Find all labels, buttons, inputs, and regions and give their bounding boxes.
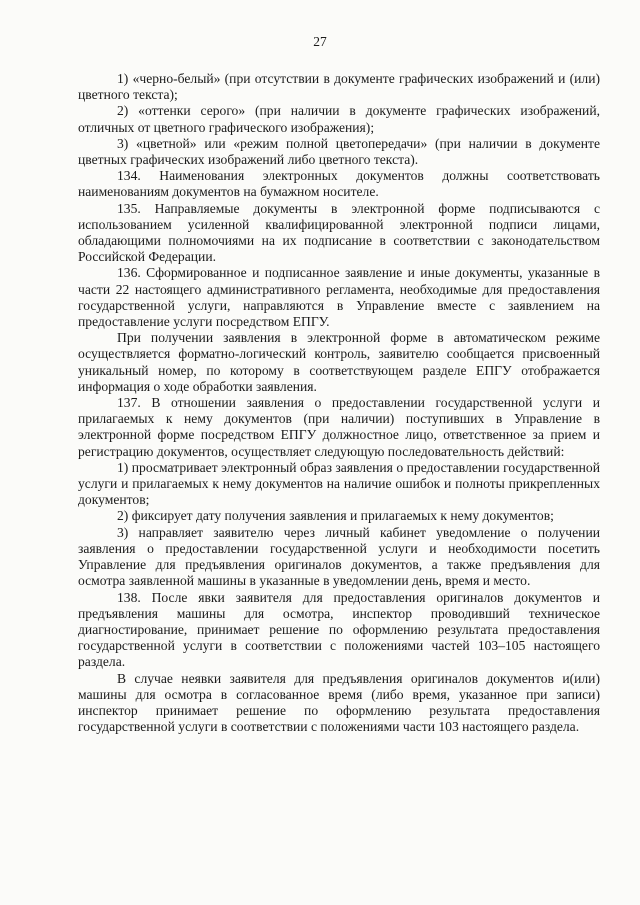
paragraph: В случае неявки заявителя для предъявления оригиналов документов и(или) машины для осмотра в согласованное время (либо время, указанное при записи) инспектор принимает решение по оформлению результата предоставления государственной услуги в соответствии с положениями части 103 настоящего раздела. (78, 670, 600, 735)
paragraph: 138. После явки заявителя для предоставления оригиналов документов и предъявления машины для осмотра, инспектор проводивший техническое диагностирование, принимает решение по оформлению результата предоставления государственной услуги в соответствии с положениями частей 103–105 настоящего раздела. (78, 589, 600, 670)
page-number: 27 (313, 34, 327, 49)
paragraph: 2) фиксирует дату получения заявления и прилагаемых к нему документов; (117, 508, 554, 524)
paragraph: 135. Направляемые документы в электронной форме подписываются с использованием усиленной квалифицированной электронной подписи лицами, обладающими полномочиями на их подписание в соответствии с законодательством Российской Федерации. (78, 200, 600, 265)
paragraph: 137. В отношении заявления о предоставлении государственной услуги и прилагаемых к нему документов (при наличии) поступивших в Управление в электронной форме посредством ЕПГУ должностное лицо, ответственное за прием и регистрацию документов, осуществляет следующую последовательность действий: (78, 395, 600, 459)
paragraph: 1) «черно-белый» (при отсутствии в документе графических изображений и (или) цветного текста); (78, 71, 600, 103)
paragraph: 3) «цветной» или «режим полной цветопередачи» (при наличии в документе цветных графических изображений либо цветного текста). (78, 135, 600, 168)
paragraph: 1) просматривает электронный образ заявления о предоставлении государственной услуги и прилагаемых к нему документов на наличие ошибок и полноты прикрепленных документов; (78, 459, 600, 508)
paragraph: 2) «оттенки серого» (при наличии в документе графических изображений, отличных от цветного графического изображения); (78, 103, 600, 135)
paragraph: 134. Наименования электронных документов должны соответствовать наименованиям документов на бумажном носителе. (78, 168, 600, 200)
paragraph: При получении заявления в электронной форме в автоматическом режиме осуществляется форматно-логический контроль, заявителю сообщается присвоенный уникальный номер, по которому в соответствующем разделе ЕПГУ отображается информация о ходе обработки заявления. (78, 330, 600, 394)
paragraph: 136. Сформированное и подписанное заявление и иные документы, указанные в части 22 настоящего административного регламента, необходимые для предоставления государственной услуги, направляются в Управление вместе с заявлением на предоставление услуги посредством ЕПГУ. (78, 265, 600, 330)
paragraph: 3) направляет заявителю через личный кабинет уведомление о получении заявления о предоставлении государственной услуги и необходимости посетить Управление для предъявления оригиналов документов, а также предъявления для осмотра заявленной машины в указанные в уведомлении день, время и место. (78, 524, 600, 589)
document-body (78, 71, 600, 735)
